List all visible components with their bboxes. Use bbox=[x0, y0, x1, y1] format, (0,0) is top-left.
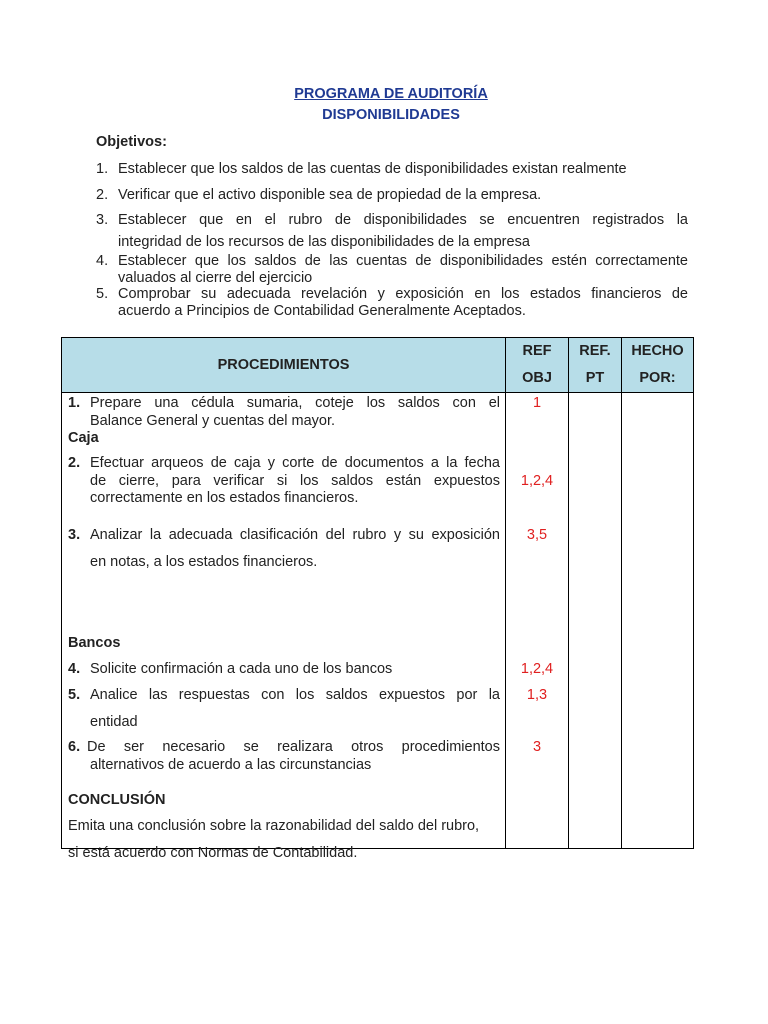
objective-text: Verificar que el activo disponible sea de propiedad de la empresa. bbox=[118, 187, 542, 203]
objective-text-line-1: Comprobar su adecuada revelación y exposición en los estados financieros de bbox=[118, 286, 688, 302]
header-done-by-line-1: HECHO bbox=[631, 343, 684, 359]
objective-item-3 bbox=[96, 212, 688, 251]
conclusion-text-line-1: Emita una conclusión sobre la razonabilidad del saldo del rubro, bbox=[68, 818, 480, 834]
conclusion-text bbox=[68, 818, 504, 862]
procedure-item-6 bbox=[68, 739, 500, 774]
procedures-cell bbox=[62, 393, 506, 861]
ref-obj-value: 1,2,4 bbox=[520, 473, 554, 489]
objective-item-4 bbox=[96, 253, 688, 287]
objective-text: Establecer que los saldos de las cuentas de disponibilidades existan realmente bbox=[118, 161, 627, 177]
header-ref-obj-line-2: OBJ bbox=[522, 370, 552, 386]
table-header-row bbox=[62, 338, 694, 393]
procedure-item-1 bbox=[68, 395, 500, 430]
ref-obj-value: 3 bbox=[532, 739, 542, 755]
objective-number: 1. bbox=[96, 161, 109, 177]
done-by-cell bbox=[622, 393, 694, 849]
procedure-item-2 bbox=[68, 455, 500, 508]
objectives-heading: Objetivos: bbox=[96, 134, 167, 150]
procedure-text-line-3: correctamente en los estados financieros. bbox=[90, 490, 359, 506]
procedure-number: 5. bbox=[68, 687, 81, 703]
objective-text-line-2: valuados al cierre del ejercicio bbox=[118, 270, 313, 286]
objective-text-line-2: integridad de los recursos de las disponibilidades de la empresa bbox=[118, 234, 530, 250]
ref-obj-value: 1,3 bbox=[526, 687, 548, 703]
objective-item-2 bbox=[96, 187, 688, 204]
objective-text-line-1: Establecer que los saldos de las cuentas de disponibilidades estén correctamente bbox=[118, 253, 688, 269]
procedure-text-line-2: Balance General y cuentas del mayor. bbox=[90, 412, 336, 429]
procedure-text-line-1: Analice las respuestas con los saldos expuestos por la bbox=[90, 687, 500, 703]
objective-number: 3. bbox=[96, 212, 109, 228]
ref-obj-cell bbox=[506, 393, 569, 849]
header-done-by-line-2: POR: bbox=[639, 370, 676, 386]
procedure-text-line-1: De ser necesario se realizara otros procedimientos bbox=[87, 739, 500, 755]
header-ref-obj-line-1: REF bbox=[522, 343, 552, 359]
objective-number: 4. bbox=[96, 253, 109, 269]
header-ref-pt bbox=[569, 338, 622, 393]
procedure-text-line-2: entidad bbox=[90, 713, 138, 730]
section-caja: Caja bbox=[68, 430, 99, 446]
procedure-number: 6. bbox=[68, 739, 81, 755]
procedure-text-line-1: Solicite confirmación a cada uno de los bancos bbox=[90, 661, 393, 677]
header-ref-pt-line-1: REF. bbox=[579, 343, 611, 359]
objective-item-1 bbox=[96, 161, 688, 178]
header-procedures: PROCEDIMIENTOS bbox=[62, 338, 506, 393]
procedure-number: 3. bbox=[68, 527, 81, 543]
table-body-row bbox=[62, 393, 694, 849]
objective-text-line-1: Establecer que en el rubro de disponibilidades se encuentren registrados la bbox=[118, 212, 688, 228]
objective-number: 5. bbox=[96, 286, 109, 302]
procedure-number: 4. bbox=[68, 661, 81, 677]
procedure-text-line-2: en notas, a los estados financieros. bbox=[90, 553, 318, 570]
conclusion-text-line-2: si está acuerdo con Normas de Contabilidad. bbox=[68, 844, 358, 861]
procedure-text-line-1: Efectuar arqueos de caja y corte de documentos a la fecha bbox=[90, 455, 500, 471]
procedure-item-4 bbox=[68, 661, 500, 679]
procedure-text-line-2: alternativos de acuerdo a las circunstancias bbox=[90, 756, 372, 773]
header-ref-pt-line-2: PT bbox=[585, 370, 605, 386]
procedure-item-5 bbox=[68, 687, 500, 731]
procedure-item-3 bbox=[68, 527, 500, 571]
procedure-number: 1. bbox=[68, 395, 81, 411]
procedure-number: 2. bbox=[68, 455, 81, 471]
objective-number: 2. bbox=[96, 187, 109, 203]
page-title: PROGRAMA DE AUDITORÍA bbox=[294, 86, 488, 102]
section-bancos: Bancos bbox=[68, 635, 121, 651]
procedure-text-line-1: Prepare una cédula sumaria, coteje los saldos con el bbox=[90, 395, 500, 411]
conclusion-heading: CONCLUSIÓN bbox=[68, 792, 166, 808]
objective-text-line-2: acuerdo a Principios de Contabilidad Generalmente Aceptados. bbox=[118, 303, 526, 319]
header-ref-obj bbox=[506, 338, 569, 393]
ref-pt-cell bbox=[569, 393, 622, 849]
page-subtitle: DISPONIBILIDADES bbox=[322, 107, 460, 123]
ref-obj-value: 3,5 bbox=[526, 527, 548, 543]
ref-obj-value: 1 bbox=[532, 395, 542, 411]
header-done-by bbox=[622, 338, 694, 393]
procedure-text-line-2: de cierre, para verificar si los saldos están expuestos bbox=[90, 472, 500, 489]
ref-obj-value: 1,2,4 bbox=[520, 661, 554, 677]
objective-item-5 bbox=[96, 286, 688, 320]
procedures-table bbox=[61, 337, 694, 861]
procedure-text-line-1: Analizar la adecuada clasificación del rubro y su exposición bbox=[90, 527, 500, 543]
